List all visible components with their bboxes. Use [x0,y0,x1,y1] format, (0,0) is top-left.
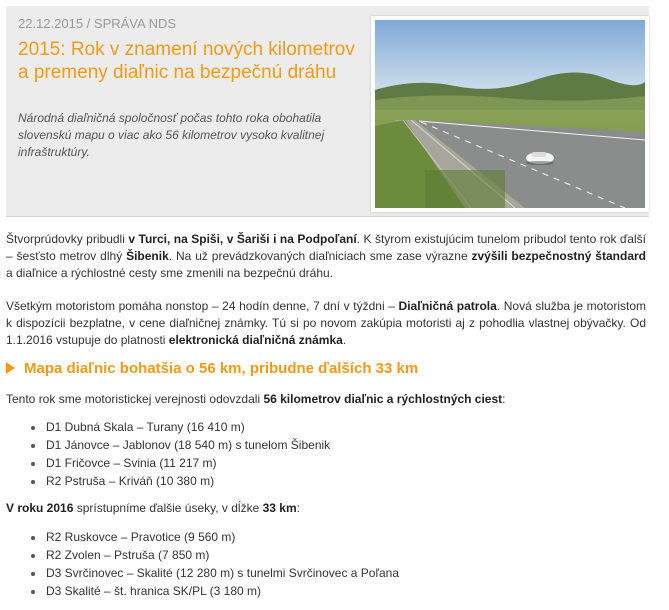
list-item: R2 Ruskovce – Pravotice (9 560 m) [46,528,646,546]
article-body [6,231,646,610]
list-item: D1 Jánovce – Jablonov (18 540 m) s tunelom Šibenik [46,436,646,454]
triangle-bullet-icon [6,362,15,374]
article-title-line1[interactable]: 2015: Rok v znamení nových kilometrov [18,39,355,60]
paragraph-highway-patrol: Všetkým motoristom pomáha nonstop – 24 hodín denne, 7 dní v týždni – Diaľničná patrola. Nová služba je motoristom k dispozícii bezplatne, v cene diaľničnej známky. Tú si po novom zakúpia motoristi aj z pohodlia vlastnej obývačky. Od 1.1.2016 vstupuje do platnosti elektronická diaľničná známka. [6,299,646,347]
article-title[interactable] [18,38,368,84]
highway-photo-image [375,20,645,208]
list-sections-2016 [6,528,646,600]
list-item: R2 Pstruša – Kriváň (10 380 m) [46,472,646,490]
highway-photo[interactable] [371,16,649,212]
list-item: R2 Zvolen – Pstruša (7 850 m) [46,546,646,564]
paragraph-opened-2015: Tento rok sme motoristickej verejnosti odovzdali 56 kilometrov diaľnic a rýchlostných ciest: [6,392,506,406]
section-heading [6,359,646,379]
list-item: D3 Skalité – št. hranica SK/PL (3 180 m) [46,582,646,600]
list-item: D3 Svrčinovec – Skalité (12 280 m) s tunelmi Svrčinovec a Poľana [46,564,646,582]
list-item: D1 Dubná Skala – Turany (16 410 m) [46,418,646,436]
paragraph-plans-2016: V roku 2016 sprístupníme ďalšie úseky, v dĺžke 33 km: [6,501,300,515]
paragraph-new-highways: Štvorprúdovky pribudli v Turci, na Spiši, v Šariši i na Podpoľaní. K štyrom existujúcim tunelom pribudol tento rok ďalší – šesťsto metrov dlhý Šibenik. Na už prevádzkovaných diaľniciach sme zase výrazne zvýšili bezpečnostný štandard a diaľnice a rýchlostné cesty sme zmenili na bezpečnú dráhu. [6,232,646,280]
article-date-source: 22.12.2015 / SPRÁVA NDS [18,16,177,31]
list-item: D1 Fričovce – Svinia (11 217 m) [46,454,646,472]
article-header [6,6,649,217]
article-lead: Národná diaľničná spoločnosť počas tohto roka obohatila slovenskú mapu o viac ako 56 kilometrov vysoko kvalitnej infraštruktúry. [18,111,325,159]
list-sections-2015 [6,418,646,490]
section-heading-text: Mapa diaľnic bohatšia o 56 km, pribudne ďalších 33 km [24,360,419,377]
article-title-line2[interactable]: a premeny diaľnic na bezpečnú dráhu [18,62,337,83]
